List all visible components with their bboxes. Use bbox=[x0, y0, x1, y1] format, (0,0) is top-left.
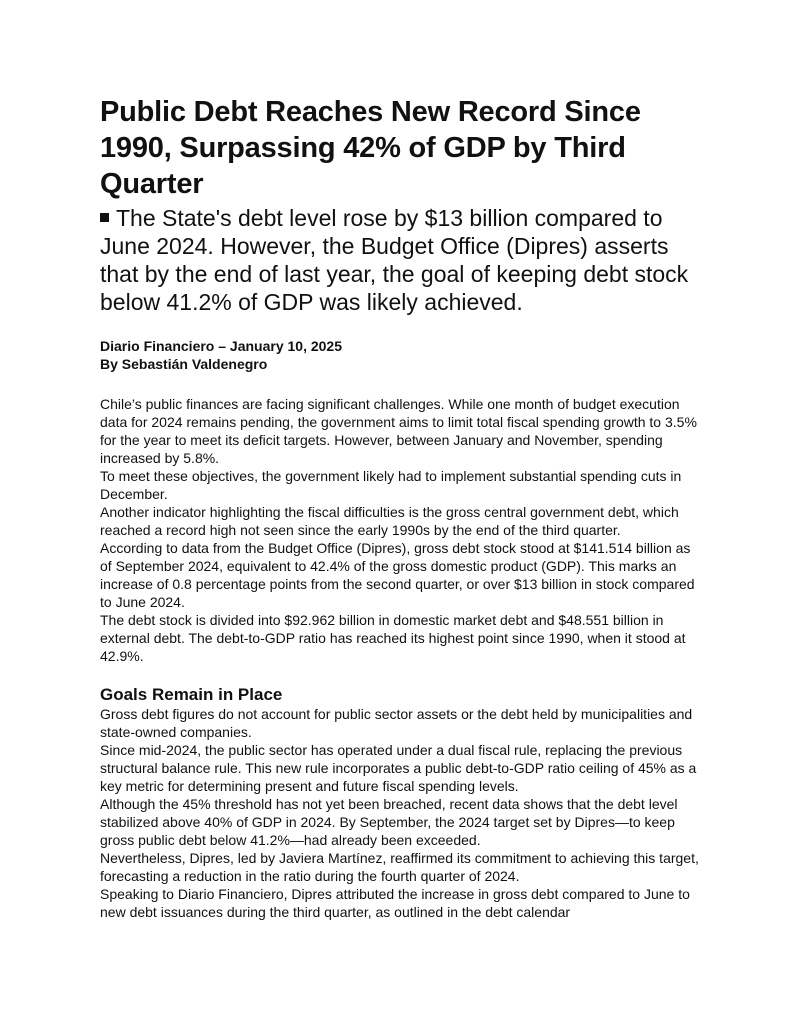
article-subheadline bbox=[100, 204, 704, 316]
square-bullet-icon bbox=[100, 213, 109, 222]
section-paragraph: Since mid-2024, the public sector has operated under a dual fiscal rule, replacing the previous structural balance rule. This new rule incorporates a public debt-to-GDP ratio ceiling of 45% as a key metric for determining present and future fiscal spending levels. bbox=[100, 742, 697, 794]
section-paragraph: Nevertheless, Dipres, led by Javiera Martínez, reaffirmed its commitment to achieving this target, forecasting a reduction in the ratio during the fourth quarter of 2024. bbox=[100, 850, 699, 884]
section-heading: Goals Remain in Place bbox=[100, 685, 283, 704]
section-body bbox=[100, 705, 704, 921]
article-body bbox=[100, 395, 704, 665]
article-headline: Public Debt Reaches New Record Since 1990, Surpassing 42% of GDP by Third Quarter bbox=[100, 96, 641, 200]
body-paragraph: The debt stock is divided into $92.962 billion in domestic market debt and $48.551 billion in external debt. The debt-to-GDP ratio has reached its highest point since 1990, when it stood at 42.9%. bbox=[100, 612, 686, 664]
section-paragraph: Gross debt figures do not account for public sector assets or the debt held by municipalities and state-owned companies. bbox=[100, 706, 693, 740]
source-date: Diario Financiero – January 10, 2025 bbox=[100, 338, 343, 354]
section-paragraph: Speaking to Diario Financiero, Dipres attributed the increase in gross debt compared to June to new debt issuances during the third quarter, as outlined in the debt calendar bbox=[100, 886, 690, 920]
section-paragraph: Although the 45% threshold has not yet been breached, recent data shows that the debt level stabilized above 40% of GDP in 2024. By September, the 2024 target set by Dipres—to keep gross public debt below 41.2%—had already been exceeded. bbox=[100, 796, 678, 848]
byline bbox=[100, 337, 704, 373]
body-paragraph: According to data from the Budget Office (Dipres), gross debt stock stood at $141.514 billion as of September 2024, equivalent to 42.4% of the gross domestic product (GDP). This marks an increase of 0.8 percentage points from the second quarter, or over $13 billion in stock compared to June 2024. bbox=[100, 540, 695, 610]
author: By Sebastián Valdenegro bbox=[100, 356, 268, 372]
body-paragraph: To meet these objectives, the government likely had to implement substantial spending cuts in December. bbox=[100, 468, 682, 502]
subheadline-text: The State's debt level rose by $13 billion compared to June 2024. However, the Budget Office (Dipres) asserts that by the end of last year, the goal of keeping debt stock below 41.2% of GDP was likely achieved. bbox=[100, 205, 689, 315]
body-paragraph: Another indicator highlighting the fiscal difficulties is the gross central government debt, which reached a record high not seen since the early 1990s by the end of the third quarter. bbox=[100, 504, 679, 538]
body-paragraph: Chile’s public finances are facing significant challenges. While one month of budget execution data for 2024 remains pending, the government aims to limit total fiscal spending growth to 3.5% for the year to meet its deficit targets. However, between January and November, spending increased by 5.8%. bbox=[100, 396, 697, 466]
article-page bbox=[100, 94, 704, 921]
